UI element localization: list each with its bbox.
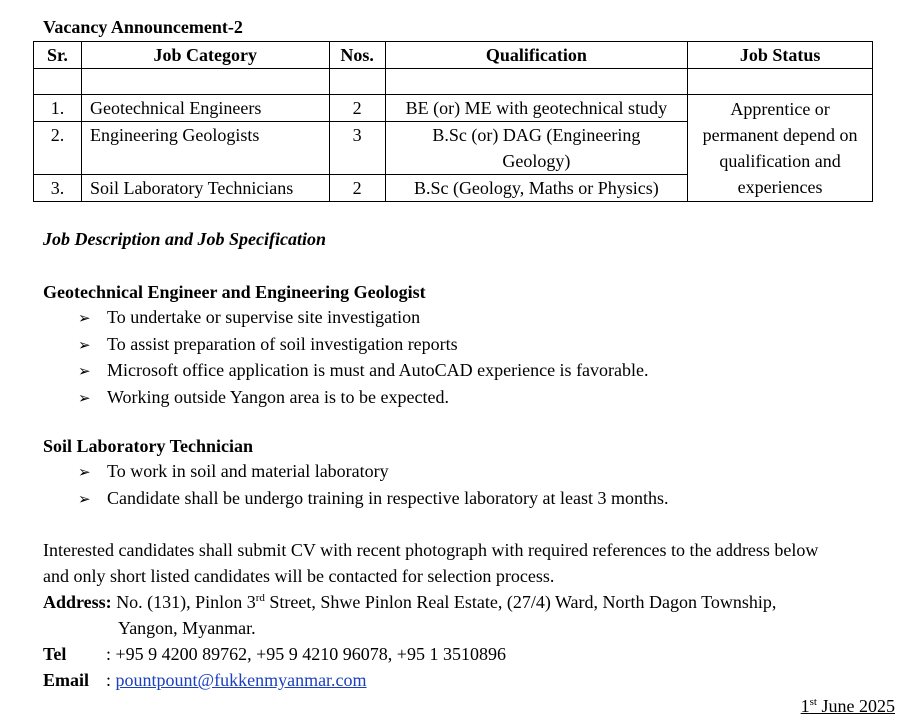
arrow-bullet-icon: ➢ — [78, 309, 91, 327]
cell-nos: 2 — [329, 175, 385, 202]
cell-job-status: Apprentice or permanent depend on qualification and experiences — [688, 95, 873, 202]
vacancy-table — [33, 41, 873, 202]
header-job-category: Job Category — [81, 42, 329, 69]
header-nos: Nos. — [329, 42, 385, 69]
announcement-date: 1st June 2025 — [800, 696, 895, 716]
list-item: ➢ Candidate shall be undergo training in respective laboratory at least 3 months. — [78, 486, 669, 513]
cell-sr: 1. — [34, 95, 82, 122]
table-row — [34, 95, 873, 122]
cell-nos: 3 — [329, 122, 385, 175]
cell-category: Geotechnical Engineers — [81, 95, 329, 122]
email-label: Email — [43, 670, 90, 690]
arrow-bullet-icon: ➢ — [78, 489, 91, 508]
list-item: ➢ To assist preparation of soil investigation reports — [78, 332, 649, 359]
table-header-row — [34, 42, 873, 69]
address-label: Address: — [43, 592, 112, 612]
table-empty-row — [34, 69, 873, 95]
address-line-1: Address: No. (131), Pinlon 3rd Street, Shwe Pinlon Real Estate, (27/4) Ward, North Dagon Township, — [43, 592, 777, 612]
list-item: ➢ To work in soil and material laboratory — [78, 459, 669, 486]
cell-category: Soil Laboratory Technicians — [81, 175, 329, 202]
list-item: ➢ Microsoft office application is must and AutoCAD experience is favorable. — [78, 358, 649, 385]
instructions-line-2: and only short listed candidates will be contacted for selection process. — [43, 566, 555, 586]
tel-value: : +95 9 4200 89762, +95 9 4210 96078, +95 1 3510896 — [106, 644, 506, 664]
arrow-bullet-icon: ➢ — [78, 388, 91, 407]
cell-sr: 3. — [34, 175, 82, 202]
email-row: : pountpount@fukkenmyanmar.com — [106, 670, 367, 690]
cell-qualification: BE (or) ME with geotechnical study — [385, 95, 688, 122]
address-line-2: Yangon, Myanmar. — [118, 618, 256, 638]
section-heading-technician: Soil Laboratory Technician — [43, 436, 254, 456]
cell-qualification: B.Sc (or) DAG (Engineering Geology) — [385, 122, 688, 175]
section-heading-engineer: Geotechnical Engineer and Engineering Geologist — [43, 282, 426, 302]
arrow-bullet-icon: ➢ — [78, 362, 91, 380]
arrow-bullet-icon: ➢ — [78, 335, 91, 354]
job-description-heading: Job Description and Job Specification — [43, 229, 326, 249]
header-sr: Sr. — [34, 42, 82, 69]
cell-category: Engineering Geologists — [81, 122, 329, 175]
cell-nos: 2 — [329, 95, 385, 122]
cell-qualification: B.Sc (Geology, Maths or Physics) — [385, 175, 688, 202]
engineer-bullet-list — [78, 305, 649, 411]
list-item: ➢ Working outside Yangon area is to be expected. — [78, 385, 649, 412]
instructions-line-1: Interested candidates shall submit CV with recent photograph with required references to the address below — [43, 540, 819, 560]
arrow-bullet-icon: ➢ — [78, 463, 91, 481]
email-link[interactable]: pountpount@fukkenmyanmar.com — [115, 670, 367, 690]
cell-sr: 2. — [34, 122, 82, 175]
list-item: ➢ To undertake or supervise site investigation — [78, 305, 649, 332]
header-qualification: Qualification — [385, 42, 688, 69]
page-title: Vacancy Announcement-2 — [43, 17, 243, 37]
technician-bullet-list — [78, 459, 669, 512]
tel-label: Tel — [43, 644, 67, 664]
header-job-status: Job Status — [688, 42, 873, 69]
